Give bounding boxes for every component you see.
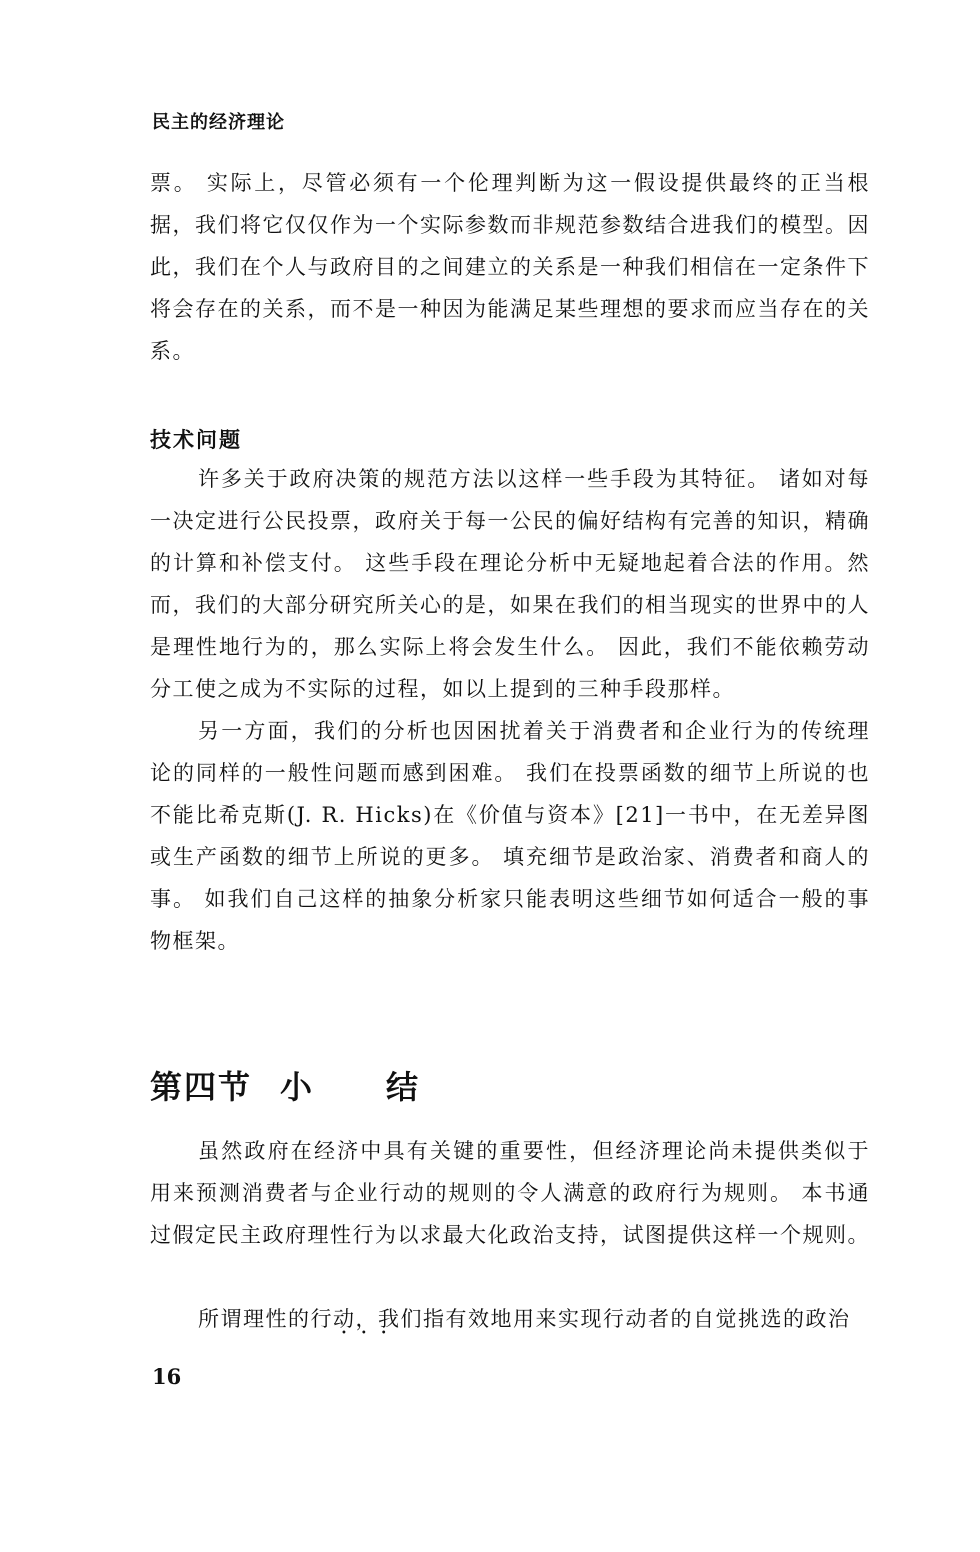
section-title-number: 第四节 [150,1068,253,1106]
section-title [150,1062,420,1108]
section-title-word-1: 小 [280,1068,315,1106]
emphasized-term: 理性的 ••• [243,1307,311,1331]
paragraph-4: 虽然政府在经济中具有关键的重要性，但经济理论尚未提供类似于用来预测消费者与企业行动的规则的令人满意的政府行为规则。 本书通过假定民主政府理性行为以求最大化政治支持，试图提供这样一个规则。 [150,1139,870,1247]
paragraph-5-start: 所谓 [198,1307,243,1331]
paragraph-3: 另一方面，我们的分析也因困扰着关于消费者和企业行为的传统理论的同样的一般性问题而感到困难。 我们在投票函数的细节上所说的也不能比希克斯(J. R. Hicks)在《价值与资本》[21]一书中，在无差异图或生产函数的细节上所说的更多。 填充细节是政治家、消费者和商人的事。 如我们自己这样的抽象分析家只能表明这些细节如何适合一般的事物框架。 [150,719,870,953]
paragraph-2: 许多关于政府决策的规范方法以这样一些手段为其特征。 诸如对每一决定进行公民投票，政府关于每一公民的偏好结构有完善的知识，精确的计算和补偿支付。 这些手段在理论分析中无疑地起着合法的作用。然而，我们的大部分研究所关心的是，如果在我们的相当现实的世界中的人是理性地行为的，那么实际上将会发生什么。 因此，我们不能依赖劳动分工使之成为不实际的过程，如以上提到的三种手段那样。 [150,467,870,701]
running-head: 民主的经济理论 [152,112,285,133]
section-title-word-2: 结 [386,1068,421,1106]
page-number: 16 [152,1364,182,1389]
subheading-technical-issues: 技术问题 [150,427,242,452]
paragraph-5 [150,1298,870,1340]
paragraph-1: 票。 实际上，尽管必须有一个伦理判断为这一假设提供最终的正当根据，我们将它仅仅作为一个实际参数而非规范参数结合进我们的模型。因此，我们在个人与政府目的之间建立的关系是一种我们相信在一定条件下将会存在的关系，而不是一种因为能满足某些理想的要求而应当存在的关系。 [150,171,870,363]
paragraph-5-rest: 行动，我们指有效地用来实现行动者的自觉挑选的政治 [310,1307,851,1331]
